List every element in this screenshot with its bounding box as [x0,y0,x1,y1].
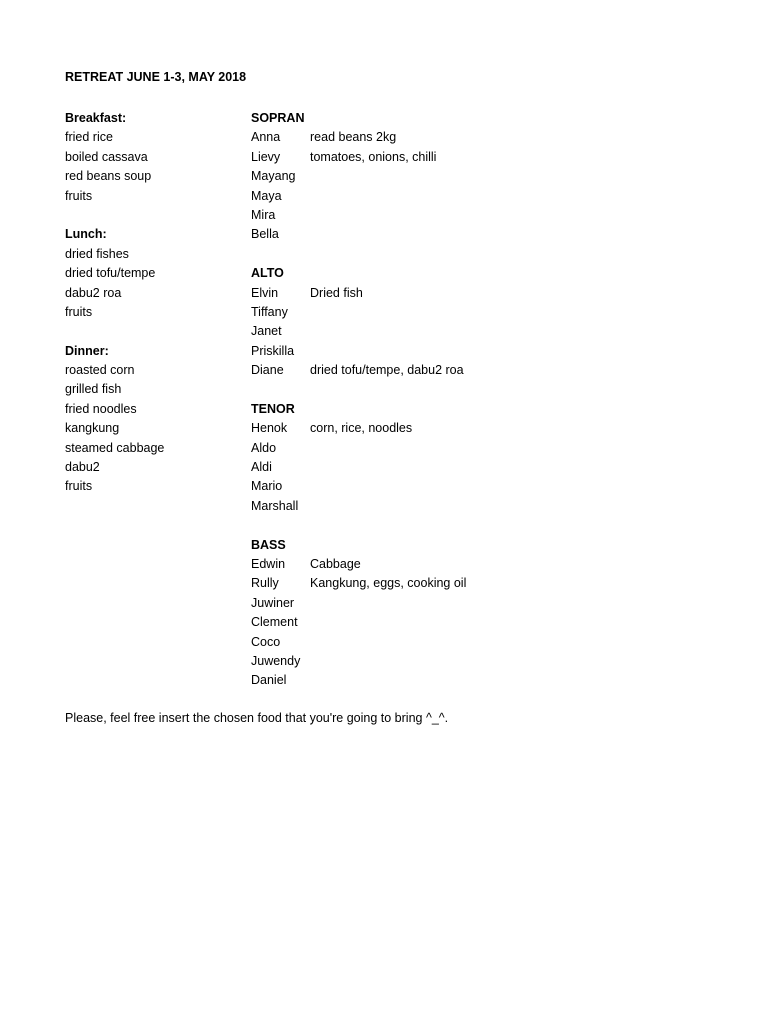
tenor-heading: TENOR [251,401,295,416]
member-item: read beans 2kg [310,130,397,145]
menu-item: roasted corn [65,363,135,378]
member-item: Dried fish [310,285,363,300]
menu-item: fruits [65,188,93,203]
member-item: tomatoes, onions, chilli [310,149,437,164]
member-item: Cabbage [310,556,361,571]
lunch-heading: Lunch: [65,227,107,242]
member-name: Diane [251,363,284,378]
names-column [251,109,309,691]
menu-item: dabu2 roa [65,285,122,300]
menu-item: dabu2 [65,460,100,475]
menu-item: grilled fish [65,382,122,397]
spacer [310,245,570,264]
member-name: Lievy [251,149,281,164]
spacer [310,380,570,399]
member-name: Mayang [251,169,296,184]
member-item: dried tofu/tempe, dabu2 roa [310,363,464,378]
member-name: Bella [251,227,279,242]
dinner-heading: Dinner: [65,343,109,358]
sopran-heading: SOPRAN [251,111,305,125]
member-name: Juwiner [251,595,295,610]
member-item [310,206,570,225]
member-item [310,167,570,186]
member-item [310,439,570,458]
items-column [310,109,570,691]
member-item: corn, rice, noodles [310,421,413,436]
member-item [310,652,570,671]
menu-item: fried noodles [65,401,137,416]
menu-column [65,109,245,497]
spacer [251,245,309,264]
spacer [65,322,245,341]
member-item [310,477,570,496]
bass-heading: BASS [251,537,286,552]
menu-item: fruits [65,479,93,494]
member-item [310,187,570,206]
member-item [310,671,570,690]
member-name: Henok [251,421,288,436]
member-item [310,594,570,613]
spacer [251,516,309,535]
member-name: Daniel [251,673,287,688]
member-name: Coco [251,634,281,649]
spacer [310,536,570,555]
member-name: Juwendy [251,653,301,668]
member-item [310,303,570,322]
member-name: Anna [251,130,281,145]
member-name: Clement [251,615,298,630]
spacer [310,109,570,128]
member-name: Mario [251,479,283,494]
member-name: Rully [251,576,279,591]
member-item [310,613,570,632]
spacer [251,380,309,399]
menu-item: dried fishes [65,246,129,261]
spacer [310,264,570,283]
member-name: Janet [251,324,282,339]
member-name: Aldi [251,460,272,475]
member-item [310,225,570,244]
member-name: Edwin [251,556,286,571]
member-name: Maya [251,188,282,203]
menu-item: red beans soup [65,169,152,184]
spacer [310,400,570,419]
menu-item: fried rice [65,130,113,145]
member-item: Kangkung, eggs, cooking oil [310,576,467,591]
menu-item: boiled cassava [65,149,148,164]
member-item [310,322,570,341]
member-name: Priskilla [251,343,295,358]
spacer [65,206,245,225]
member-item [310,458,570,477]
member-name: Marshall [251,498,299,513]
menu-item: kangkung [65,421,120,436]
menu-item: fruits [65,304,93,319]
member-name: Elvin [251,285,279,300]
breakfast-heading: Breakfast: [65,111,127,125]
member-name: Aldo [251,440,277,455]
member-name: Tiffany [251,304,288,319]
member-name: Mira [251,207,276,222]
menu-item: steamed cabbage [65,440,165,455]
document-title: RETREAT JUNE 1-3, MAY 2018 [65,70,247,84]
footer-note: Please, feel free insert the chosen food that you're going to bring ^_^. [65,711,449,725]
member-item [310,633,570,652]
menu-item: dried tofu/tempe [65,266,156,281]
spacer [310,516,570,535]
alto-heading: ALTO [251,266,284,281]
member-item [310,342,570,361]
member-item [310,497,570,516]
